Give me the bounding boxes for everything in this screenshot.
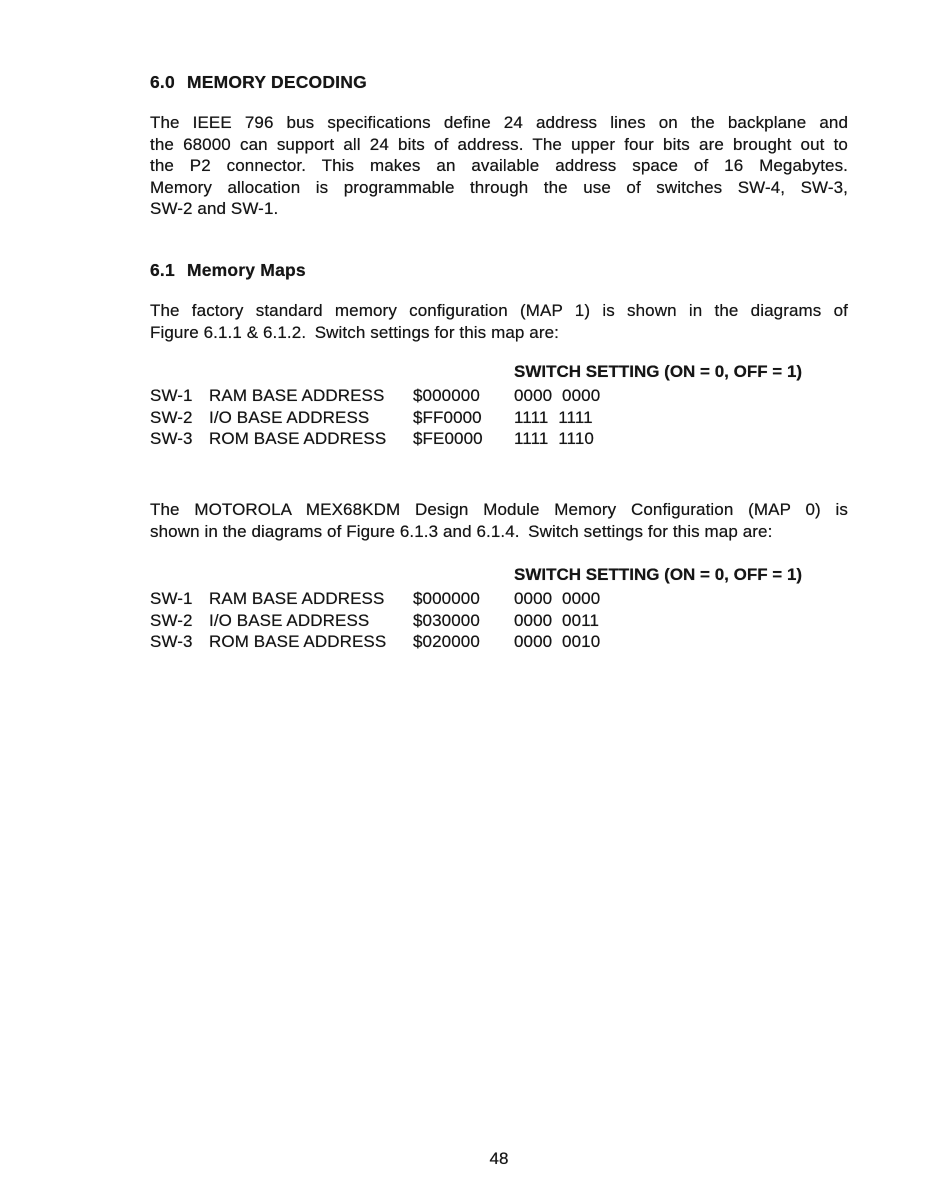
sw-label: SW-3 bbox=[150, 429, 193, 448]
switch-settings-table-map1 bbox=[150, 361, 848, 450]
switch-settings-table-map0 bbox=[150, 564, 848, 653]
section-title: MEMORY DECODING bbox=[186, 72, 367, 92]
paragraph-line: shown in the diagrams of Figure 6.1.3 and 6.1.4. Switch settings for this map are: bbox=[150, 521, 773, 541]
sw-name: ROM BASE ADDRESS bbox=[209, 632, 387, 651]
sw-name: ROM BASE ADDRESS bbox=[209, 429, 387, 448]
sw-setting: 1111 1110 bbox=[514, 429, 594, 448]
sw-setting: 0000 0000 bbox=[514, 589, 601, 608]
section-6-0-paragraph bbox=[150, 112, 848, 220]
sw-setting: 1111 1111 bbox=[514, 407, 593, 427]
sw-setting: 0000 0000 bbox=[514, 386, 601, 405]
table-rows bbox=[150, 588, 848, 653]
sw-label: SW-2 bbox=[150, 610, 193, 630]
table-row bbox=[150, 407, 848, 429]
table-row bbox=[150, 631, 848, 653]
sw-address: $000000 bbox=[413, 589, 480, 608]
section-6-0-heading bbox=[150, 72, 848, 93]
map1-intro-paragraph bbox=[150, 300, 848, 343]
table-header: SWITCH SETTING (ON = 0, OFF = 1) bbox=[514, 565, 803, 584]
paragraph-line: the 68000 can support all 24 bits of address. The upper four bits are brought out to bbox=[150, 134, 848, 154]
sw-name: RAM BASE ADDRESS bbox=[209, 589, 385, 608]
sw-name: I/O BASE ADDRESS bbox=[209, 610, 370, 630]
sw-address: $030000 bbox=[413, 610, 480, 630]
page-number: 48 bbox=[489, 1149, 509, 1168]
table-row bbox=[150, 588, 848, 610]
paragraph-line: The IEEE 796 bus specifications define 24 address lines on the backplane and bbox=[150, 113, 848, 132]
paragraph-line: the P2 connector. This makes an available address space of 16 Megabytes. bbox=[150, 156, 848, 176]
section-number: 6.1 bbox=[150, 260, 175, 280]
table-row bbox=[150, 428, 848, 450]
sw-address: $FF0000 bbox=[413, 407, 482, 427]
sw-label: SW-3 bbox=[150, 632, 193, 651]
sw-name: RAM BASE ADDRESS bbox=[209, 386, 385, 405]
sw-address: $000000 bbox=[413, 386, 480, 405]
paragraph-line: The MOTOROLA MEX68KDM Design Module Memory Configuration (MAP 0) is bbox=[150, 500, 848, 519]
table-row bbox=[150, 385, 848, 407]
paragraph-line: The factory standard memory configuration (MAP 1) is shown in the diagrams of bbox=[150, 301, 848, 320]
sw-setting: 0000 0010 bbox=[514, 632, 601, 651]
paragraph-line: Memory allocation is programmable through the use of switches SW-4, SW-3, bbox=[150, 177, 848, 197]
paragraph-line: Figure 6.1.1 & 6.1.2. Switch settings for this map are: bbox=[150, 322, 559, 342]
table-row bbox=[150, 610, 848, 632]
paragraph-line: SW-2 and SW-1. bbox=[150, 199, 279, 219]
sw-address: $FE0000 bbox=[413, 429, 483, 448]
sw-name: I/O BASE ADDRESS bbox=[209, 407, 370, 427]
section-6-1-heading bbox=[150, 260, 848, 281]
sw-label: SW-2 bbox=[150, 407, 193, 427]
sw-label: SW-1 bbox=[150, 589, 193, 608]
table-header: SWITCH SETTING (ON = 0, OFF = 1) bbox=[514, 362, 803, 381]
table-rows bbox=[150, 385, 848, 450]
sw-label: SW-1 bbox=[150, 386, 193, 405]
sw-setting: 0000 0011 bbox=[514, 610, 599, 630]
section-title: Memory Maps bbox=[186, 260, 306, 280]
section-number: 6.0 bbox=[150, 72, 175, 92]
sw-address: $020000 bbox=[413, 632, 480, 651]
map0-intro-paragraph bbox=[150, 499, 848, 542]
